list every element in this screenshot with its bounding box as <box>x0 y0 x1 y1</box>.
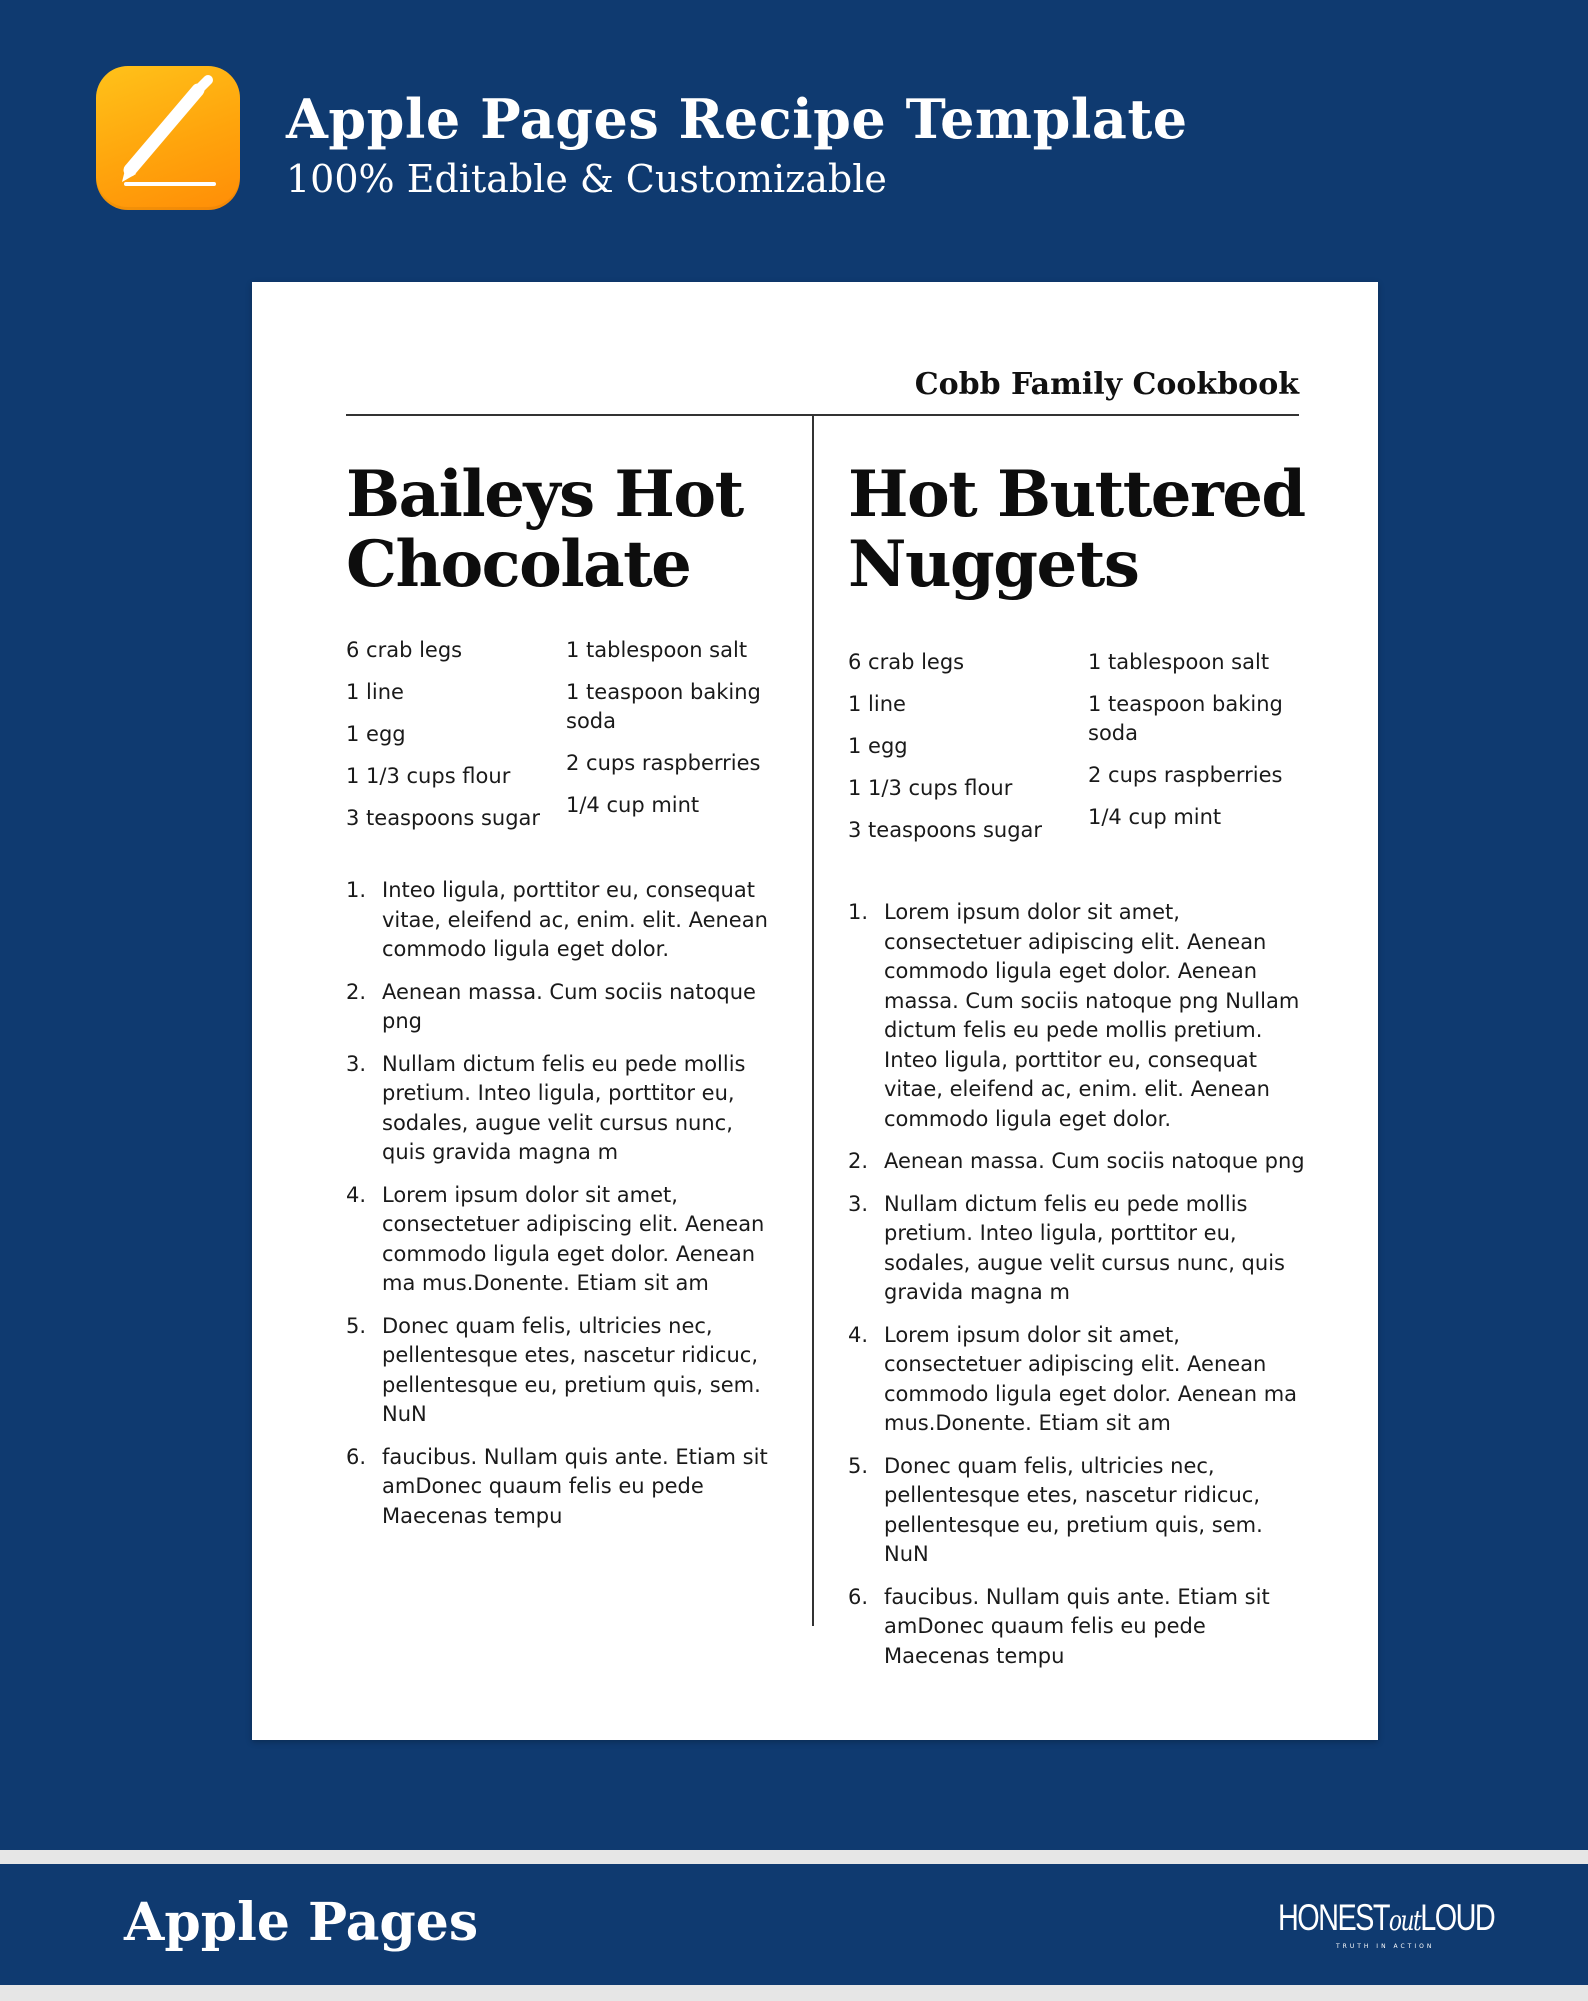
footer-divider-band <box>0 1850 1588 1864</box>
instruction-step: 1. Inteo ligula, porttitor eu, consequat vitae, eleifend ac, enim. elit. Aenean commodo ligula eget dolor. <box>346 878 768 961</box>
ingredient-item: 1 1/3 cups flour <box>848 776 1013 800</box>
instruction-step: 6. faucibus. Nullam quis ante. Etiam sit amDonec quaum felis eu pede Maecenas tempu <box>848 1584 1270 1668</box>
ingredient-item: 1 tablespoon salt <box>566 638 748 662</box>
ingredient-item: 6 crab legs <box>346 638 463 662</box>
recipe-title-line: Baileys Hot <box>346 457 743 532</box>
page-title: Apple Pages Recipe Template <box>286 87 1188 151</box>
page-subtitle: 100% Editable & Customizable <box>286 157 887 201</box>
instruction-step: 1. Lorem ipsum dolor sit amet, consectetuer adipiscing elit. Aenean commodo ligula eget dolor. Aenean massa. Cum sociis natoque png Nullam dictum felis eu pede mollis pretium. Inteo ligula, porttitor eu, consequat vitae, eleifend ac, enim. elit. Aenean commodo ligula eget dolor. <box>848 900 1300 1131</box>
instruction-step: 4. Lorem ipsum dolor sit amet, consectetuer adipiscing elit. Aenean commodo ligula eget dolor. Aenean ma mus.Donente. Etiam sit am <box>848 1322 1298 1435</box>
logo-tagline: TRUTH IN ACTION <box>1336 1943 1435 1950</box>
recipe-title-line: Nuggets <box>848 527 1139 602</box>
instruction-step: 6. faucibus. Nullam quis ante. Etiam sit amDonec quaum felis eu pede Maecenas tempu <box>346 1444 768 1528</box>
ingredients-column <box>1088 648 1303 858</box>
instruction-step: 2. Aenean massa. Cum sociis natoque png <box>848 1149 1305 1173</box>
footer-title: Apple Pages <box>124 1892 479 1953</box>
instruction-step: 2. Aenean massa. Cum sociis natoque png <box>346 979 756 1033</box>
header-rule <box>346 414 1299 416</box>
instruction-step: 5. Donec quam felis, ultricies nec, pellentesque etes, nascetur ridicuc, pellentesque eu, pretium quis, sem. NuN <box>848 1453 1263 1566</box>
footer-bottom-band <box>0 1985 1588 2001</box>
ingredient-item: 1 line <box>848 692 906 716</box>
ingredients-column <box>346 636 566 846</box>
ingredient-item: 1 line <box>346 680 404 704</box>
ingredients-column <box>566 636 766 846</box>
ingredient-item: 1 teaspoon baking soda <box>566 680 761 733</box>
ingredient-item: 1 1/3 cups flour <box>346 764 511 788</box>
recipe-title <box>346 457 776 602</box>
cookbook-name: Cobb Family Cookbook <box>914 367 1299 402</box>
logo-wordmark: HONESToutLOUD <box>1278 1897 1495 1938</box>
instruction-step: 4. Lorem ipsum dolor sit amet, consectetuer adipiscing elit. Aenean commodo ligula eget dolor. Aenean ma mus.Donente. Etiam sit am <box>346 1182 765 1295</box>
recipe-document <box>252 282 1378 1740</box>
ingredient-item: 6 crab legs <box>848 650 965 674</box>
pages-app-icon <box>96 66 240 210</box>
instruction-step: 3. Nullam dictum felis eu pede mollis pretium. Inteo ligula, porttitor eu, sodales, augue velit cursus nunc, quis gravida magna m <box>848 1191 1285 1304</box>
ingredient-item: 3 teaspoons sugar <box>346 806 541 830</box>
ingredient-item: 1/4 cup mint <box>1088 805 1222 829</box>
ingredient-item: 1 egg <box>848 734 908 758</box>
pencil-icon <box>96 66 240 210</box>
instruction-step: 5. Donec quam felis, ultricies nec, pellentesque etes, nascetur ridicuc, pellentesque eu, pretium quis, sem. NuN <box>346 1313 761 1426</box>
ingredients-list <box>346 636 776 846</box>
recipe-left <box>346 457 776 1544</box>
instructions-list <box>346 876 776 1531</box>
ingredient-item: 1 egg <box>346 722 406 746</box>
instruction-step: 3. Nullam dictum felis eu pede mollis pretium. Inteo ligula, porttitor eu, sodales, augue velit cursus nunc, quis gravida magna m <box>346 1051 746 1164</box>
ingredient-item: 2 cups raspberries <box>1088 763 1283 787</box>
ingredients-column <box>848 648 1088 858</box>
ingredient-item: 1 tablespoon salt <box>1088 650 1270 674</box>
ingredient-item: 1 teaspoon baking soda <box>1088 692 1283 745</box>
instructions-list <box>848 898 1308 1671</box>
ingredient-item: 2 cups raspberries <box>566 751 761 775</box>
ingredient-item: 1/4 cup mint <box>566 793 700 817</box>
honest-out-loud-logo <box>1278 1897 1495 1960</box>
ingredients-list <box>848 648 1308 858</box>
recipe-title-line: Chocolate <box>346 527 691 602</box>
ingredient-item: 3 teaspoons sugar <box>848 818 1043 842</box>
recipe-right <box>848 457 1308 1684</box>
recipe-title <box>848 457 1308 602</box>
recipe-title-line: Hot Buttered <box>848 457 1305 532</box>
column-divider <box>812 414 814 1626</box>
